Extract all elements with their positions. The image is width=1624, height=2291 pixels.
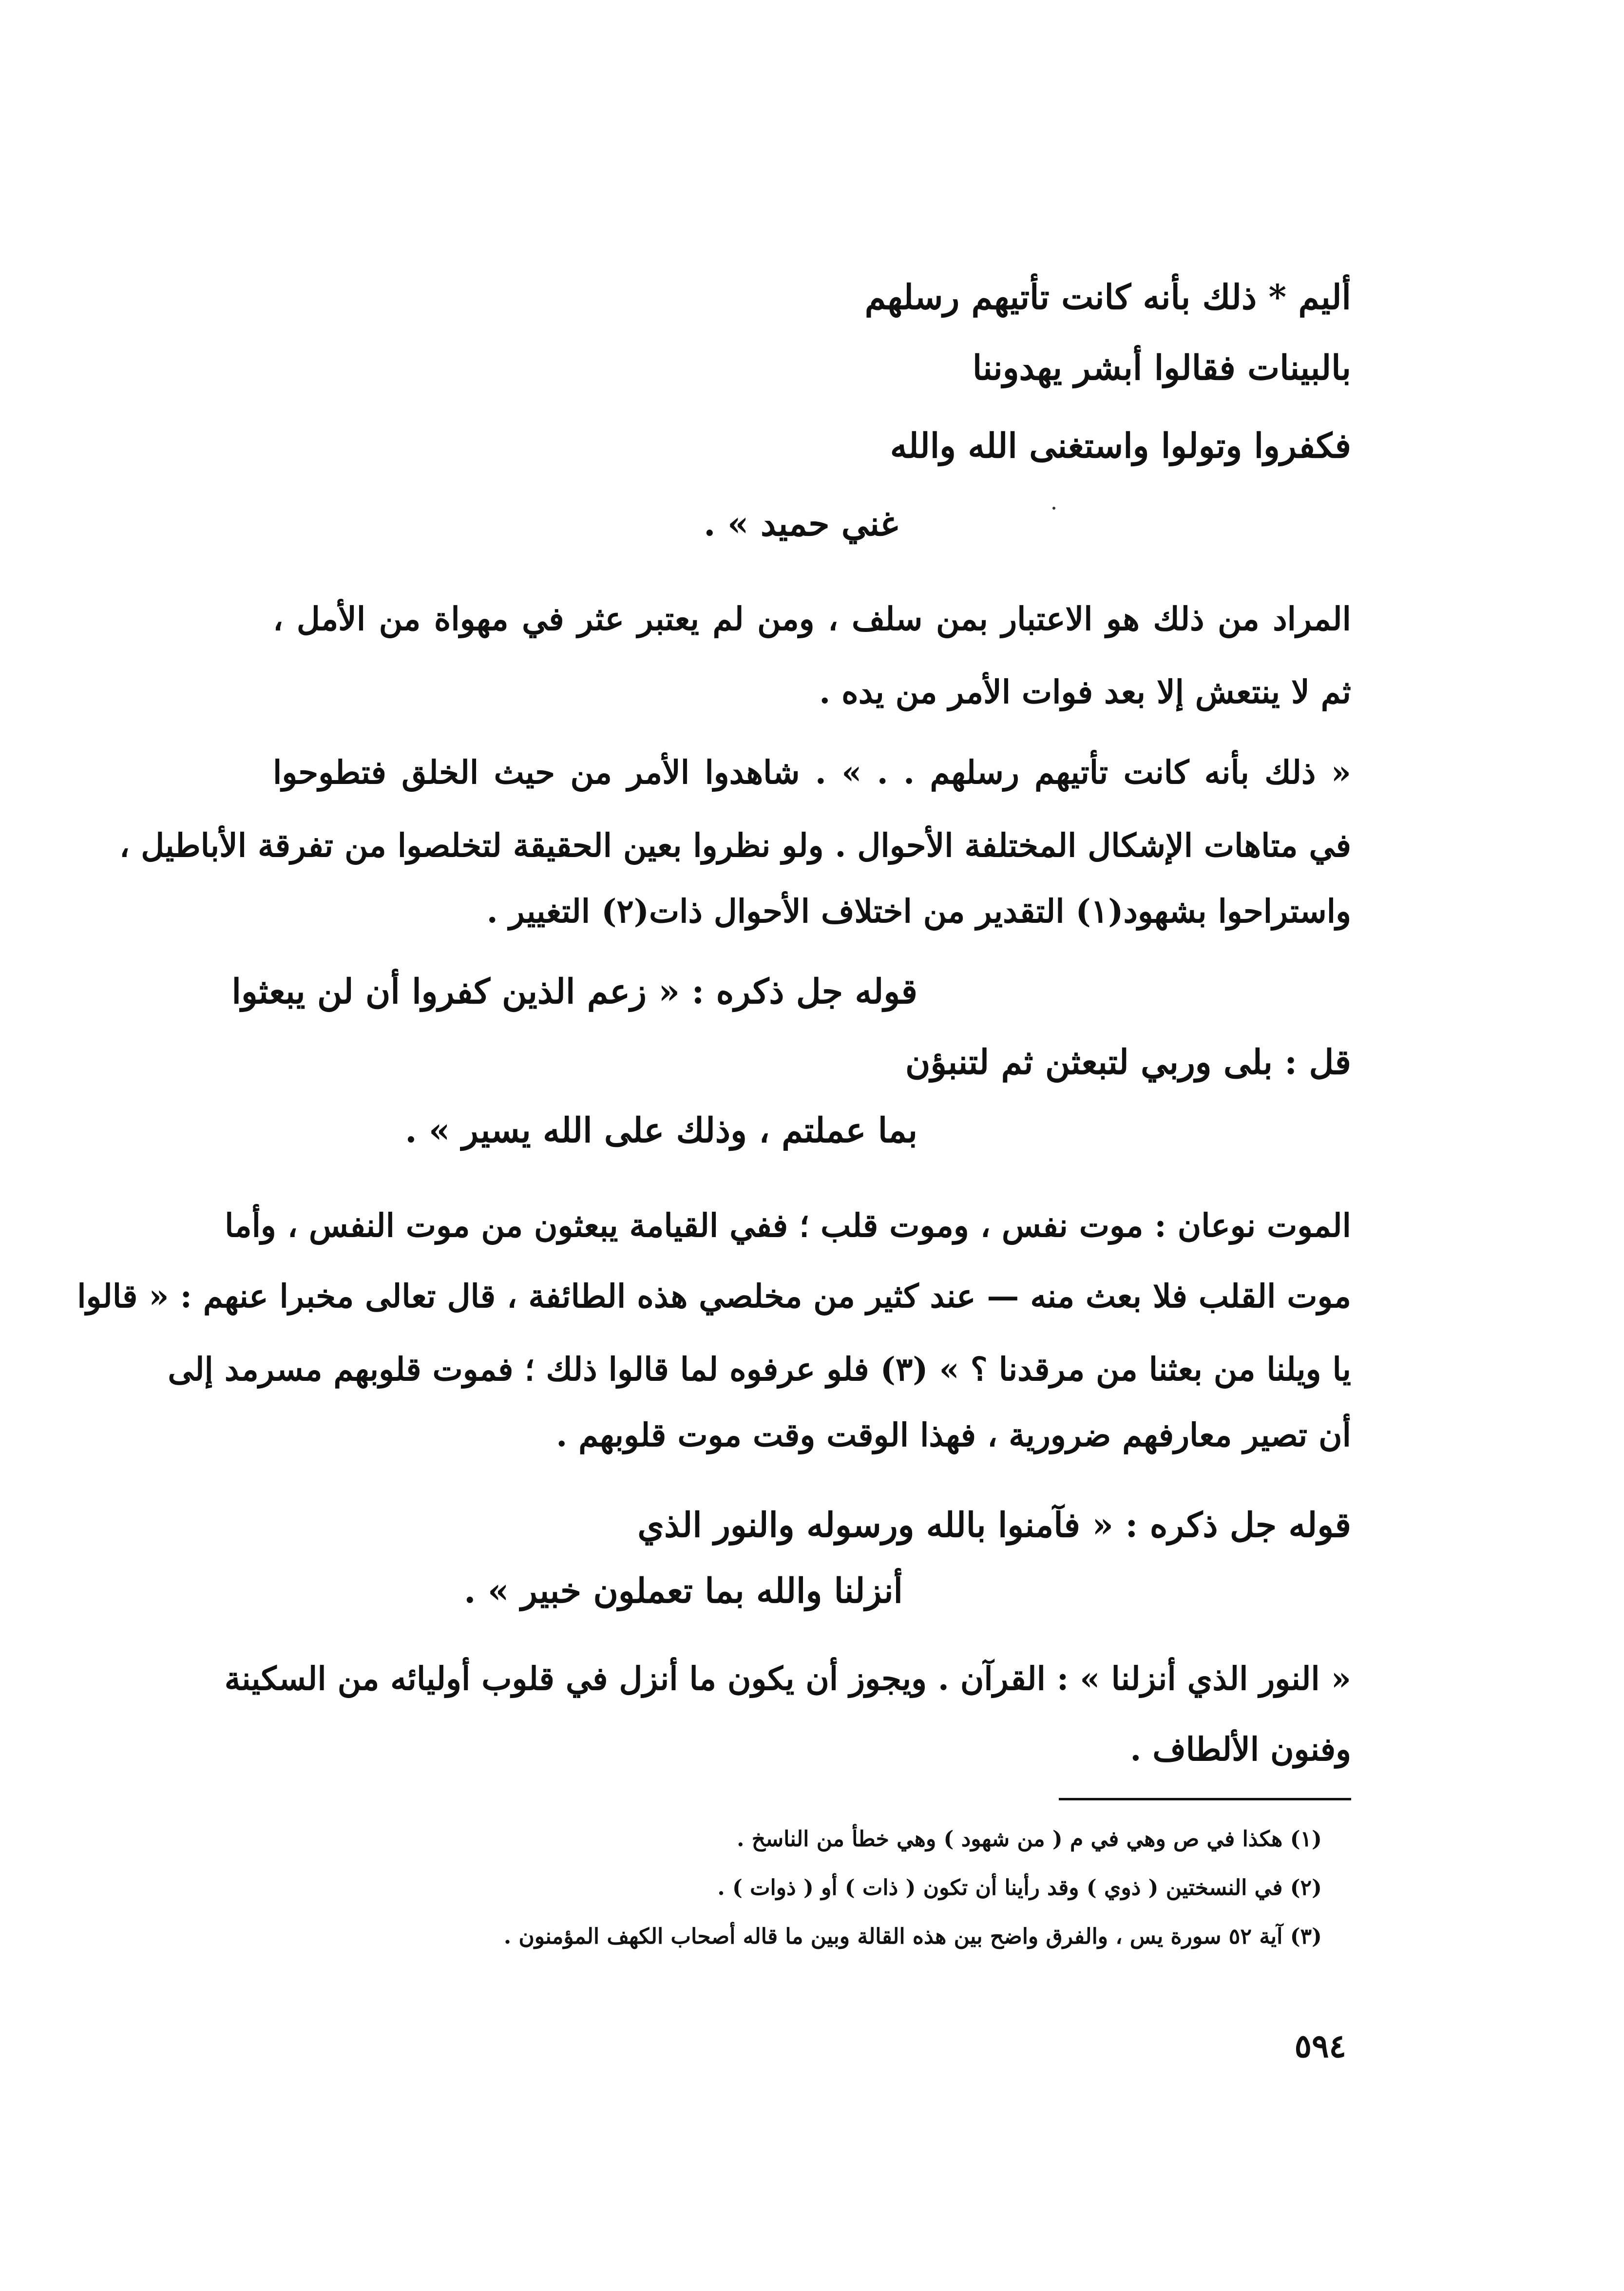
- footnote: (٣) آية ٥٢ سورة يس ، والفرق واضح بين هذه القالة وبين ما قاله أصحاب الكهف المؤمنون .: [503, 1924, 1322, 1949]
- paragraph-line: موت القلب فلا بعث منه — عند كثير من مخلصي هذه الطائفة ، قال تعالى مخبرا عنهم : « قالوا: [77, 1277, 1351, 1315]
- verse-line: أليم * ذلك بأنه كانت تأتيهم رسلهم: [864, 277, 1351, 317]
- footnote-rule: [1059, 1798, 1351, 1800]
- paragraph-line: الموت نوعان : موت نفس ، وموت قلب ؛ ففي القيامة يبعثون من موت النفس ، وأما: [225, 1206, 1351, 1244]
- paragraph-line: « ذلك بأنه كانت تأتيهم رسلهم . . » . شاهدوا الأمر من حيث الخلق فتطوحوا: [273, 753, 1351, 791]
- verse-line: بالبينات فقالوا أبشر يهدوننا: [972, 347, 1351, 388]
- paragraph-line: يا ويلنا من بعثنا من مرقدنا ؟ » (٣) فلو عرفوه لما قالوا ذلك ؛ فموت قلوبهم مسرمد إلى: [168, 1350, 1351, 1388]
- paragraph-line: في متاهات الإشكال المختلفة الأحوال . ولو نظروا بعين الحقيقة لتخلصوا من تفرقة الأباطيل ،: [119, 826, 1351, 864]
- paragraph-line: وفنون الألطاف .: [1130, 1730, 1351, 1768]
- paragraph-line: واستراحوا بشهود(١) التقدير من اختلاف الأحوال ذات(٢) التغيير .: [486, 892, 1351, 930]
- paragraph-line: أن تصير معارفهم ضرورية ، فهذا الوقت وقت موت قلوبهم .: [556, 1416, 1351, 1454]
- page-number: ٥٩٤: [1294, 2027, 1346, 2065]
- verse-line: بما عملتم ، وذلك على الله يسير » .: [405, 1110, 917, 1150]
- verse-line: أنزلنا والله بما تعملون خبير » .: [464, 1570, 903, 1611]
- paragraph-line: « النور الذي أنزلنا » : القرآن . ويجوز أن يكون ما أنزل في قلوب أوليائه من السكينة: [224, 1660, 1351, 1698]
- verse-line: قوله جل ذكره : « فآمنوا بالله ورسوله والنور الذي: [637, 1505, 1351, 1545]
- verse-line: غني حميد » .: [704, 503, 898, 544]
- footnote: (١) هكذا في ص وهي في م ( من شهود ) وهي خطأ من الناسخ .: [737, 1827, 1322, 1852]
- verse-line: فكفروا وتولوا واستغنى الله والله: [890, 425, 1351, 466]
- verse-line: قل : بلى وربي لتبعثن ثم لتنبؤن: [905, 1042, 1351, 1082]
- paragraph-line: ثم لا ينتعش إلا بعد فوات الأمر من يده .: [819, 673, 1351, 711]
- scan-speck: [1052, 507, 1055, 510]
- verse-line: قوله جل ذكره : « زعم الذين كفروا أن لن يبعثوا: [231, 971, 917, 1012]
- paragraph-line: المراد من ذلك هو الاعتبار بمن سلف ، ومن لم يعتبر عثر في مهواة من الأمل ،: [273, 600, 1351, 638]
- footnote: (٢) في النسختين ( ذوي ) وقد رأينا أن تكون ( ذات ) أو ( ذوات ) .: [717, 1875, 1322, 1900]
